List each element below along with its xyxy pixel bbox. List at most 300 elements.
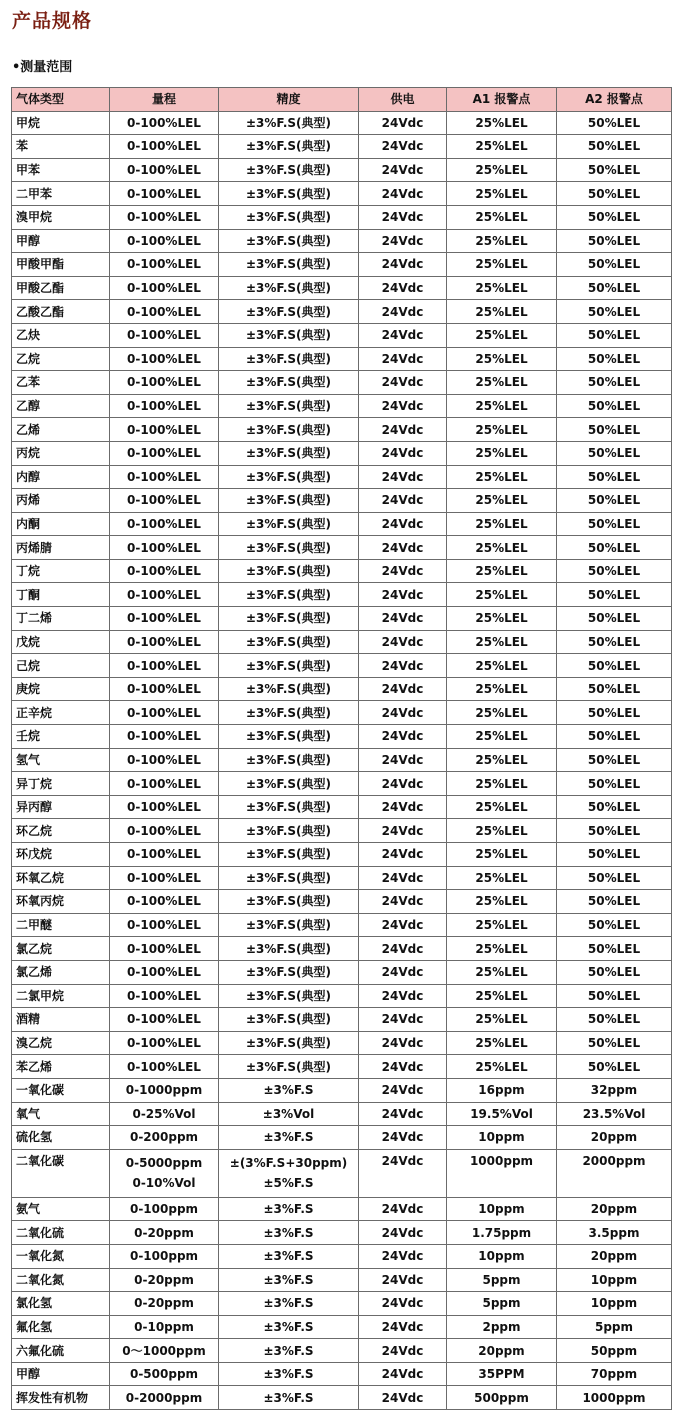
cell-power: 24Vdc (359, 205, 447, 229)
cell-range: 0-100%LEL (110, 441, 219, 465)
cell-gas: 戊烷 (12, 630, 110, 654)
cell-a2: 70ppm (557, 1362, 672, 1386)
cell-gas: 挥发性有机物 (12, 1386, 110, 1410)
cell-a2: 50%LEL (557, 276, 672, 300)
table-row (12, 158, 672, 182)
cell-power: 24Vdc (359, 371, 447, 395)
cell-a2: 50%LEL (557, 960, 672, 984)
table-row (12, 748, 672, 772)
cell-a2: 50%LEL (557, 701, 672, 725)
table-row (12, 725, 672, 749)
cell-a1: 25%LEL (447, 229, 557, 253)
table-row (12, 795, 672, 819)
cell-gas: 六氟化硫 (12, 1339, 110, 1363)
cell-a1: 5ppm (447, 1292, 557, 1316)
cell-power: 24Vdc (359, 960, 447, 984)
cell-a2: 50%LEL (557, 536, 672, 560)
cell-a2: 50%LEL (557, 347, 672, 371)
cell-gas: 氢气 (12, 748, 110, 772)
cell-a2: 50%LEL (557, 866, 672, 890)
table-row (12, 984, 672, 1008)
cell-power: 24Vdc (359, 418, 447, 442)
cell-power: 24Vdc (359, 1315, 447, 1339)
cell-accuracy: ±3%F.S (219, 1386, 359, 1410)
cell-power: 24Vdc (359, 1197, 447, 1221)
cell-accuracy: ±3%F.S(典型) (219, 441, 359, 465)
cell-a1: 25%LEL (447, 371, 557, 395)
table-row (12, 1362, 672, 1386)
cell-range: 0-100%LEL (110, 512, 219, 536)
cell-range: 0-100ppm (110, 1244, 219, 1268)
cell-range: 0-100%LEL (110, 890, 219, 914)
cell-power: 24Vdc (359, 866, 447, 890)
cell-a1: 25%LEL (447, 276, 557, 300)
cell-power: 24Vdc (359, 300, 447, 324)
cell-gas: 正辛烷 (12, 701, 110, 725)
cell-power: 24Vdc (359, 748, 447, 772)
cell-gas: 酒精 (12, 1008, 110, 1032)
table-row (12, 819, 672, 843)
table-row (12, 1315, 672, 1339)
cell-accuracy: ±3%F.S(典型) (219, 1031, 359, 1055)
cell-power: 24Vdc (359, 536, 447, 560)
cell-power: 24Vdc (359, 253, 447, 277)
table-row (12, 1031, 672, 1055)
cell-a2: 50%LEL (557, 135, 672, 159)
cell-power: 24Vdc (359, 1292, 447, 1316)
cell-range: 0-100%LEL (110, 1008, 219, 1032)
cell-a1: 10ppm (447, 1244, 557, 1268)
cell-a2: 2000ppm (557, 1149, 672, 1197)
header-gas-type: 气体类型 (12, 88, 110, 112)
cell-power: 24Vdc (359, 1268, 447, 1292)
table-row (12, 418, 672, 442)
table-row (12, 1244, 672, 1268)
cell-a2: 50%LEL (557, 725, 672, 749)
cell-power: 24Vdc (359, 394, 447, 418)
cell-accuracy: ±3%F.S(典型) (219, 607, 359, 631)
table-row (12, 111, 672, 135)
cell-a1: 500ppm (447, 1386, 557, 1410)
table-row (12, 1055, 672, 1079)
cell-power: 24Vdc (359, 725, 447, 749)
cell-gas: 丁二烯 (12, 607, 110, 631)
cell-gas: 壬烷 (12, 725, 110, 749)
cell-range: 0-500ppm (110, 1362, 219, 1386)
cell-gas: 硫化氢 (12, 1126, 110, 1150)
cell-range: 0-100%LEL (110, 937, 219, 961)
cell-range: 0-100%LEL (110, 536, 219, 560)
cell-a2: 50%LEL (557, 418, 672, 442)
cell-a2: 50%LEL (557, 890, 672, 914)
table-row (12, 913, 672, 937)
table-row (12, 1102, 672, 1126)
cell-power: 24Vdc (359, 630, 447, 654)
cell-gas: 二氧化硫 (12, 1221, 110, 1245)
cell-gas: 氨气 (12, 1197, 110, 1221)
cell-a2: 50%LEL (557, 677, 672, 701)
cell-a2: 1000ppm (557, 1386, 672, 1410)
cell-a2: 50%LEL (557, 158, 672, 182)
header-a2-alarm: A2 报警点 (557, 88, 672, 112)
cell-range: 0-100%LEL (110, 418, 219, 442)
cell-a1: 25%LEL (447, 111, 557, 135)
cell-a1: 25%LEL (447, 937, 557, 961)
cell-a1: 25%LEL (447, 205, 557, 229)
cell-a1: 1000ppm (447, 1149, 557, 1197)
cell-gas: 丁酮 (12, 583, 110, 607)
cell-a1: 25%LEL (447, 300, 557, 324)
cell-gas: 环戊烷 (12, 843, 110, 867)
header-power: 供电 (359, 88, 447, 112)
cell-gas: 乙炔 (12, 323, 110, 347)
cell-a2: 20ppm (557, 1197, 672, 1221)
cell-range: 0-100%LEL (110, 253, 219, 277)
cell-range: 0-100%LEL (110, 229, 219, 253)
header-accuracy: 精度 (219, 88, 359, 112)
table-body-co2 (12, 1149, 672, 1197)
cell-gas: 氧气 (12, 1102, 110, 1126)
table-row (12, 276, 672, 300)
cell-a1: 35PPM (447, 1362, 557, 1386)
cell-range: 0-100%LEL (110, 394, 219, 418)
spec-table (11, 87, 672, 1410)
cell-accuracy: ±3%F.S(典型) (219, 677, 359, 701)
cell-accuracy: ±3%F.S(典型) (219, 866, 359, 890)
cell-accuracy: ±3%F.S(典型) (219, 701, 359, 725)
table-row (12, 465, 672, 489)
cell-a1: 25%LEL (447, 677, 557, 701)
cell-gas: 一氧化碳 (12, 1078, 110, 1102)
cell-range: 0-100ppm (110, 1197, 219, 1221)
cell-accuracy: ±3%F.S(典型) (219, 960, 359, 984)
cell-accuracy: ±3%F.S(典型) (219, 418, 359, 442)
cell-accuracy: ±3%F.S(典型) (219, 276, 359, 300)
cell-gas: 二氯甲烷 (12, 984, 110, 1008)
cell-a1: 10ppm (447, 1197, 557, 1221)
cell-power: 24Vdc (359, 323, 447, 347)
table-row (12, 583, 672, 607)
cell-accuracy: ±3%F.S(典型) (219, 536, 359, 560)
cell-power: 24Vdc (359, 1031, 447, 1055)
cell-range: 0-100%LEL (110, 677, 219, 701)
cell-power: 24Vdc (359, 701, 447, 725)
cell-a2: 50%LEL (557, 1055, 672, 1079)
cell-range: 0-100%LEL (110, 1055, 219, 1079)
cell-gas: 甲醇 (12, 1362, 110, 1386)
cell-a1: 25%LEL (447, 984, 557, 1008)
cell-a2: 50%LEL (557, 111, 672, 135)
cell-range: 0-2000ppm (110, 1386, 219, 1410)
cell-accuracy: ±3%F.S(典型) (219, 1008, 359, 1032)
cell-a2: 50%LEL (557, 512, 672, 536)
cell-accuracy: ±3%F.S(典型) (219, 229, 359, 253)
cell-accuracy: ±3%F.S (219, 1315, 359, 1339)
cell-gas: 氯乙烷 (12, 937, 110, 961)
table-body (12, 111, 672, 1149)
cell-accuracy: ±3%F.S(典型) (219, 512, 359, 536)
cell-power: 24Vdc (359, 489, 447, 513)
cell-a1: 25%LEL (447, 512, 557, 536)
cell-power: 24Vdc (359, 1102, 447, 1126)
cell-range: 0-100%LEL (110, 205, 219, 229)
table-row (12, 890, 672, 914)
header-a1-alarm: A1 报警点 (447, 88, 557, 112)
cell-power: 24Vdc (359, 111, 447, 135)
cell-accuracy: ±3%F.S(典型) (219, 819, 359, 843)
cell-range: 0-20ppm (110, 1292, 219, 1316)
table-row (12, 630, 672, 654)
cell-a1: 25%LEL (447, 866, 557, 890)
cell-range: 0-100%LEL (110, 1031, 219, 1055)
cell-accuracy: ±3%F.S(典型) (219, 937, 359, 961)
table-row (12, 654, 672, 678)
cell-a2: 32ppm (557, 1078, 672, 1102)
cell-gas: 氟化氢 (12, 1315, 110, 1339)
cell-a1: 25%LEL (447, 960, 557, 984)
cell-a2: 50%LEL (557, 630, 672, 654)
table-row (12, 394, 672, 418)
cell-accuracy: ±3%F.S(典型) (219, 205, 359, 229)
cell-gas: 环氧乙烷 (12, 866, 110, 890)
cell-range: 0-100%LEL (110, 866, 219, 890)
cell-a1: 25%LEL (447, 913, 557, 937)
cell-accuracy: ±3%F.S(典型) (219, 323, 359, 347)
cell-a2: 10ppm (557, 1268, 672, 1292)
cell-a2: 5ppm (557, 1315, 672, 1339)
cell-range: 0-25%Vol (110, 1102, 219, 1126)
header-range: 量程 (110, 88, 219, 112)
cell-accuracy-line: ±5%F.S (263, 1175, 314, 1190)
cell-gas: 环氧丙烷 (12, 890, 110, 914)
cell-accuracy: ±3%F.S (219, 1339, 359, 1363)
cell-gas: 乙烯 (12, 418, 110, 442)
cell-range (110, 1149, 219, 1197)
table-row (12, 512, 672, 536)
cell-gas: 氯化氢 (12, 1292, 110, 1316)
cell-accuracy: ±3%F.S(典型) (219, 371, 359, 395)
cell-accuracy: ±3%F.S(典型) (219, 725, 359, 749)
cell-range: 0-100%LEL (110, 725, 219, 749)
cell-a2: 50%LEL (557, 654, 672, 678)
cell-accuracy: ±3%F.S(典型) (219, 654, 359, 678)
cell-a1: 25%LEL (447, 536, 557, 560)
cell-a2: 23.5%Vol (557, 1102, 672, 1126)
cell-a2: 50%LEL (557, 1031, 672, 1055)
cell-accuracy: ±3%F.S(典型) (219, 300, 359, 324)
cell-accuracy: ±3%F.S (219, 1268, 359, 1292)
cell-a1: 25%LEL (447, 441, 557, 465)
table-row (12, 772, 672, 796)
cell-gas: 二氧化氮 (12, 1268, 110, 1292)
table-row (12, 1149, 672, 1197)
cell-accuracy: ±3%F.S(典型) (219, 135, 359, 159)
cell-a1: 25%LEL (447, 135, 557, 159)
cell-a1: 25%LEL (447, 701, 557, 725)
cell-a2: 50%LEL (557, 559, 672, 583)
cell-range: 0-100%LEL (110, 559, 219, 583)
cell-range: 0-100%LEL (110, 630, 219, 654)
cell-power: 24Vdc (359, 913, 447, 937)
cell-range: 0-100%LEL (110, 276, 219, 300)
cell-a1: 25%LEL (447, 583, 557, 607)
cell-a2: 50%LEL (557, 371, 672, 395)
table-row (12, 182, 672, 206)
cell-range: 0-200ppm (110, 1126, 219, 1150)
cell-power: 24Vdc (359, 654, 447, 678)
cell-a2: 50%LEL (557, 819, 672, 843)
cell-power: 24Vdc (359, 843, 447, 867)
table-row (12, 441, 672, 465)
table-row (12, 1339, 672, 1363)
cell-range: 0-100%LEL (110, 583, 219, 607)
cell-range-line: 0-5000ppm (125, 1155, 203, 1170)
cell-a1: 25%LEL (447, 182, 557, 206)
cell-power: 24Vdc (359, 465, 447, 489)
table-row (12, 323, 672, 347)
cell-accuracy: ±3%F.S (219, 1362, 359, 1386)
cell-power: 24Vdc (359, 1362, 447, 1386)
cell-gas: 一氧化氮 (12, 1244, 110, 1268)
cell-a2: 50%LEL (557, 253, 672, 277)
cell-a1: 10ppm (447, 1126, 557, 1150)
cell-a1: 25%LEL (447, 418, 557, 442)
cell-gas: 己烷 (12, 654, 110, 678)
cell-gas: 内酮 (12, 512, 110, 536)
cell-gas: 甲醇 (12, 229, 110, 253)
cell-power: 24Vdc (359, 1339, 447, 1363)
cell-range: 0-100%LEL (110, 111, 219, 135)
cell-accuracy: ±3%F.S(典型) (219, 1055, 359, 1079)
cell-accuracy: ±3%F.S(典型) (219, 111, 359, 135)
cell-a2: 50%LEL (557, 748, 672, 772)
cell-gas: 内醇 (12, 465, 110, 489)
cell-a2: 50ppm (557, 1339, 672, 1363)
cell-power: 24Vdc (359, 559, 447, 583)
cell-accuracy: ±3%F.S (219, 1078, 359, 1102)
cell-a1: 25%LEL (447, 394, 557, 418)
cell-power: 24Vdc (359, 890, 447, 914)
cell-gas: 异丙醇 (12, 795, 110, 819)
cell-accuracy: ±3%F.S(典型) (219, 984, 359, 1008)
cell-a1: 25%LEL (447, 772, 557, 796)
table-row (12, 1268, 672, 1292)
cell-a2: 50%LEL (557, 843, 672, 867)
table-row (12, 205, 672, 229)
cell-gas: 甲酸乙酯 (12, 276, 110, 300)
cell-accuracy-line: ±(3%F.S+30ppm) (229, 1155, 348, 1170)
table-row (12, 489, 672, 513)
table-row (12, 960, 672, 984)
table-row (12, 1197, 672, 1221)
cell-power: 24Vdc (359, 276, 447, 300)
cell-a1: 25%LEL (447, 559, 557, 583)
cell-accuracy: ±3%F.S (219, 1221, 359, 1245)
cell-accuracy: ±3%F.S(典型) (219, 890, 359, 914)
cell-a1: 25%LEL (447, 890, 557, 914)
cell-a2: 50%LEL (557, 937, 672, 961)
cell-gas: 甲酸甲酯 (12, 253, 110, 277)
cell-range: 0-100%LEL (110, 984, 219, 1008)
cell-accuracy: ±3%F.S (219, 1197, 359, 1221)
cell-power: 24Vdc (359, 1386, 447, 1410)
cell-a2: 3.5ppm (557, 1221, 672, 1245)
cell-range: 0-100%LEL (110, 607, 219, 631)
cell-gas: 异丁烷 (12, 772, 110, 796)
cell-accuracy: ±3%F.S(典型) (219, 559, 359, 583)
cell-accuracy (219, 1149, 359, 1197)
table-header-row (12, 88, 672, 112)
table-row (12, 536, 672, 560)
cell-a1: 20ppm (447, 1339, 557, 1363)
cell-a2: 50%LEL (557, 607, 672, 631)
cell-range: 0-100%LEL (110, 300, 219, 324)
cell-a2: 50%LEL (557, 441, 672, 465)
cell-gas: 溴甲烷 (12, 205, 110, 229)
table-row (12, 1078, 672, 1102)
cell-a1: 25%LEL (447, 253, 557, 277)
cell-gas: 二甲醚 (12, 913, 110, 937)
cell-a1: 1.75ppm (447, 1221, 557, 1245)
cell-gas: 苯乙烯 (12, 1055, 110, 1079)
section-title: •测量范围 (12, 60, 73, 75)
cell-range: 0～1000ppm (110, 1339, 219, 1363)
cell-gas: 氯乙烯 (12, 960, 110, 984)
cell-accuracy: ±3%F.S(典型) (219, 772, 359, 796)
cell-gas: 乙醇 (12, 394, 110, 418)
cell-a2: 10ppm (557, 1292, 672, 1316)
cell-accuracy: ±3%F.S(典型) (219, 489, 359, 513)
cell-gas: 溴乙烷 (12, 1031, 110, 1055)
cell-gas: 乙苯 (12, 371, 110, 395)
table-row (12, 371, 672, 395)
cell-a2: 50%LEL (557, 323, 672, 347)
cell-a1: 25%LEL (447, 607, 557, 631)
cell-a1: 25%LEL (447, 725, 557, 749)
cell-gas: 苯 (12, 135, 110, 159)
cell-a2: 50%LEL (557, 229, 672, 253)
cell-a1: 25%LEL (447, 654, 557, 678)
cell-power: 24Vdc (359, 795, 447, 819)
table-row (12, 866, 672, 890)
cell-a2: 50%LEL (557, 795, 672, 819)
cell-accuracy: ±3%F.S(典型) (219, 748, 359, 772)
cell-power: 24Vdc (359, 984, 447, 1008)
cell-power: 24Vdc (359, 1008, 447, 1032)
cell-range: 0-100%LEL (110, 489, 219, 513)
cell-a1: 25%LEL (447, 748, 557, 772)
cell-a2: 50%LEL (557, 913, 672, 937)
cell-a2: 50%LEL (557, 182, 672, 206)
cell-range: 0-100%LEL (110, 465, 219, 489)
cell-range: 0-100%LEL (110, 913, 219, 937)
table-row (12, 559, 672, 583)
cell-a1: 25%LEL (447, 630, 557, 654)
cell-a1: 16ppm (447, 1078, 557, 1102)
cell-a2: 50%LEL (557, 583, 672, 607)
cell-accuracy: ±3%F.S(典型) (219, 158, 359, 182)
cell-power: 24Vdc (359, 135, 447, 159)
table-row (12, 1221, 672, 1245)
cell-power: 24Vdc (359, 347, 447, 371)
cell-a1: 25%LEL (447, 347, 557, 371)
cell-accuracy: ±3%F.S(典型) (219, 583, 359, 607)
cell-power: 24Vdc (359, 1244, 447, 1268)
cell-accuracy: ±3%F.S(典型) (219, 182, 359, 206)
cell-a2: 50%LEL (557, 465, 672, 489)
cell-accuracy: ±3%F.S(典型) (219, 394, 359, 418)
cell-a2: 50%LEL (557, 205, 672, 229)
